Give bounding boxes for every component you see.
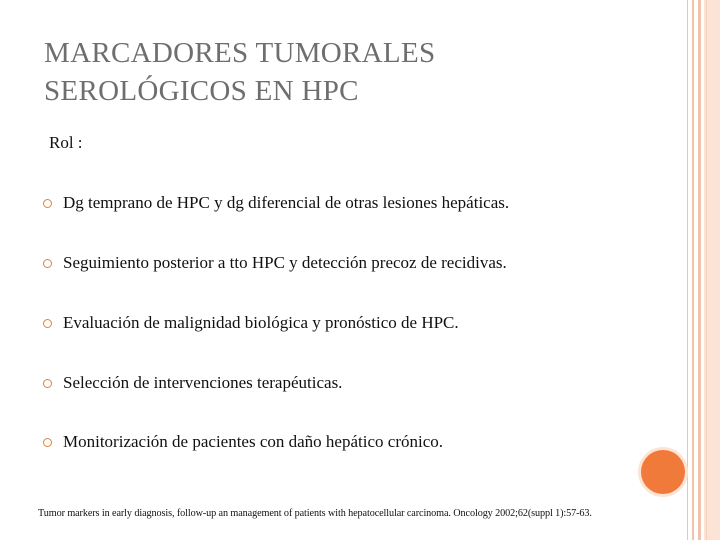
orange-circle-icon xyxy=(641,450,685,494)
bullet-item xyxy=(43,191,663,215)
bullet-text: Selección de intervenciones terapéuticas. xyxy=(63,373,343,392)
bullet-icon xyxy=(43,199,52,208)
bullet-icon xyxy=(43,379,52,388)
bullet-item xyxy=(43,430,663,454)
slide-title xyxy=(44,34,664,110)
decorative-stripe xyxy=(687,0,688,540)
slide-title-line-2: SEROLÓGICOS EN HPC xyxy=(44,75,359,107)
intro-label: Rol : xyxy=(49,133,83,152)
bullet-text: Seguimiento posterior a tto HPC y detección precoz de recidivas. xyxy=(63,253,507,272)
bullet-text: Monitorización de pacientes con daño hepático crónico. xyxy=(63,432,443,451)
bullet-icon xyxy=(43,438,52,447)
bullet-icon xyxy=(43,259,52,268)
bullet-icon xyxy=(43,319,52,328)
slide-title-line-1: MARCADORES TUMORALES xyxy=(44,37,436,69)
bullet-text: Dg temprano de HPC y dg diferencial de otras lesiones hepáticas. xyxy=(63,193,510,212)
decorative-stripe xyxy=(698,0,701,540)
decorative-stripe xyxy=(692,0,694,540)
reference-footnote: Tumor markers in early diagnosis, follow-up an management of patients with hepatocellular carcinoma. Oncology 2002;62(suppl 1):57-63. xyxy=(38,508,592,519)
bullet-text: Evaluación de malignidad biológica y pronóstico de HPC. xyxy=(63,313,459,332)
decorative-stripe xyxy=(706,0,707,540)
bullet-item xyxy=(43,251,663,275)
bullet-item xyxy=(43,371,663,395)
bullet-item xyxy=(43,311,663,335)
